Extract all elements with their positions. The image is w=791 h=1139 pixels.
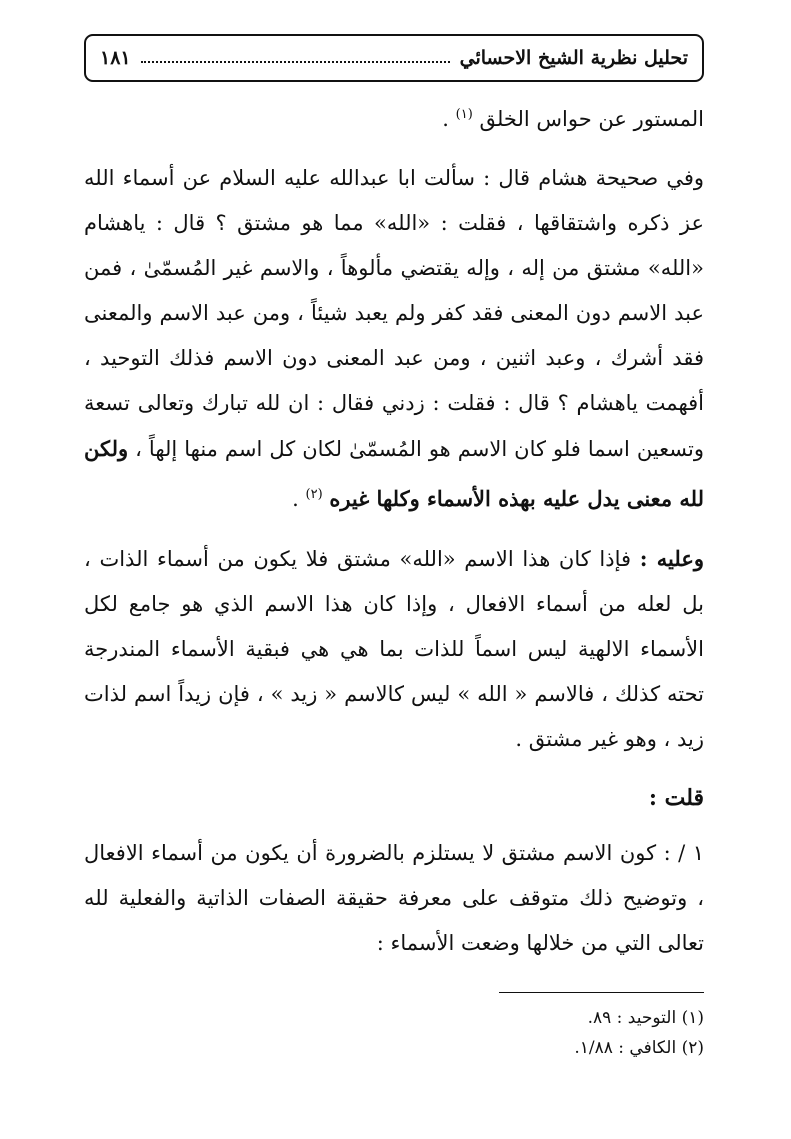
footnote-divider [499,992,704,993]
bold-quote: ولكن لله معنى يدل عليه بهذه الأسماء وكلها غيره [84,436,704,511]
page-header [84,34,704,82]
paragraph-point-1: ١ / : كون الاسم مشتق لا يستلزم بالضرورة أن يكون من أسماء الافعال ، وتوضيح ذلك متوقف على معرفة حقيقة الصفات الذاتية والفعلية لله تعالى التي من خلالها وضعت الأسماء : [84,841,704,955]
running-title: تحليل نظرية الشيخ الاحسائي [459,47,688,69]
footnote-ref-2: (٢) [305,487,323,502]
section-heading: قلت : [648,785,704,811]
paragraph-continuation: المستور عن حواس الخلق $^{(١)}$ . [442,107,704,131]
page-number: ١٨١ [100,47,131,69]
page-body [84,92,704,966]
footnote-1: (١) التوحيد : ٨٩. [587,1008,704,1028]
footnote-ref-1: (١) [455,107,473,122]
header-dot-leader [141,60,450,63]
paragraph-hadith: وفي صحيحة هشام قال : سألت ابا عبدالله عليه السلام عن أسماء الله عز ذكره واشتقاقها ، فقلت : «الله» مما هو مشتق ؟ قال : ياهشام «الله» مشتق من إله ، وإله يقتضي مألوهاً ، والاسم غير المُسمّىٰ ، فمن عبد الاسم دون المعنى فقد كفر ولم يعبد شيئاً ، ومن عبد الاسم والمعنى فقد أشرك ، وعبد اثنين ، ومن عبد المعنى دون الاسم فذلك التوحيد ، أفهمت ياهشام ؟ قال : فقلت : زدني فقال : ان لله تبارك وتعالى تسعة وتسعين اسما فلو كان الاسم هو المُسمّىٰ لكان كل اسم منها إلهاً ، ولكن لله معنى يدل عليه بهذه الأسماء وكلها غيره $^{(٢)}$ . [84,166,704,511]
footnotes [304,1003,704,1063]
conclusion-label: وعليه : [639,546,704,571]
footnote-2: (٢) الكافي : ١/٨٨. [574,1038,704,1058]
paragraph-conclusion: وعليه : فإذا كان هذا الاسم «الله» مشتق فلا يكون من أسماء الذات ، بل لعله من أسماء الافعال ، وإذا كان هذا الاسم الذي هو جامع لكل الأسماء الالهية ليس اسماً للذات بما هي هي فبقية الأسماء المندرجة تحته كذلك ، فالاسم « الله » ليس كالاسم « زيد » ، فإن زيداً اسم لذات زيد ، وهو غير مشتق . [84,546,704,751]
